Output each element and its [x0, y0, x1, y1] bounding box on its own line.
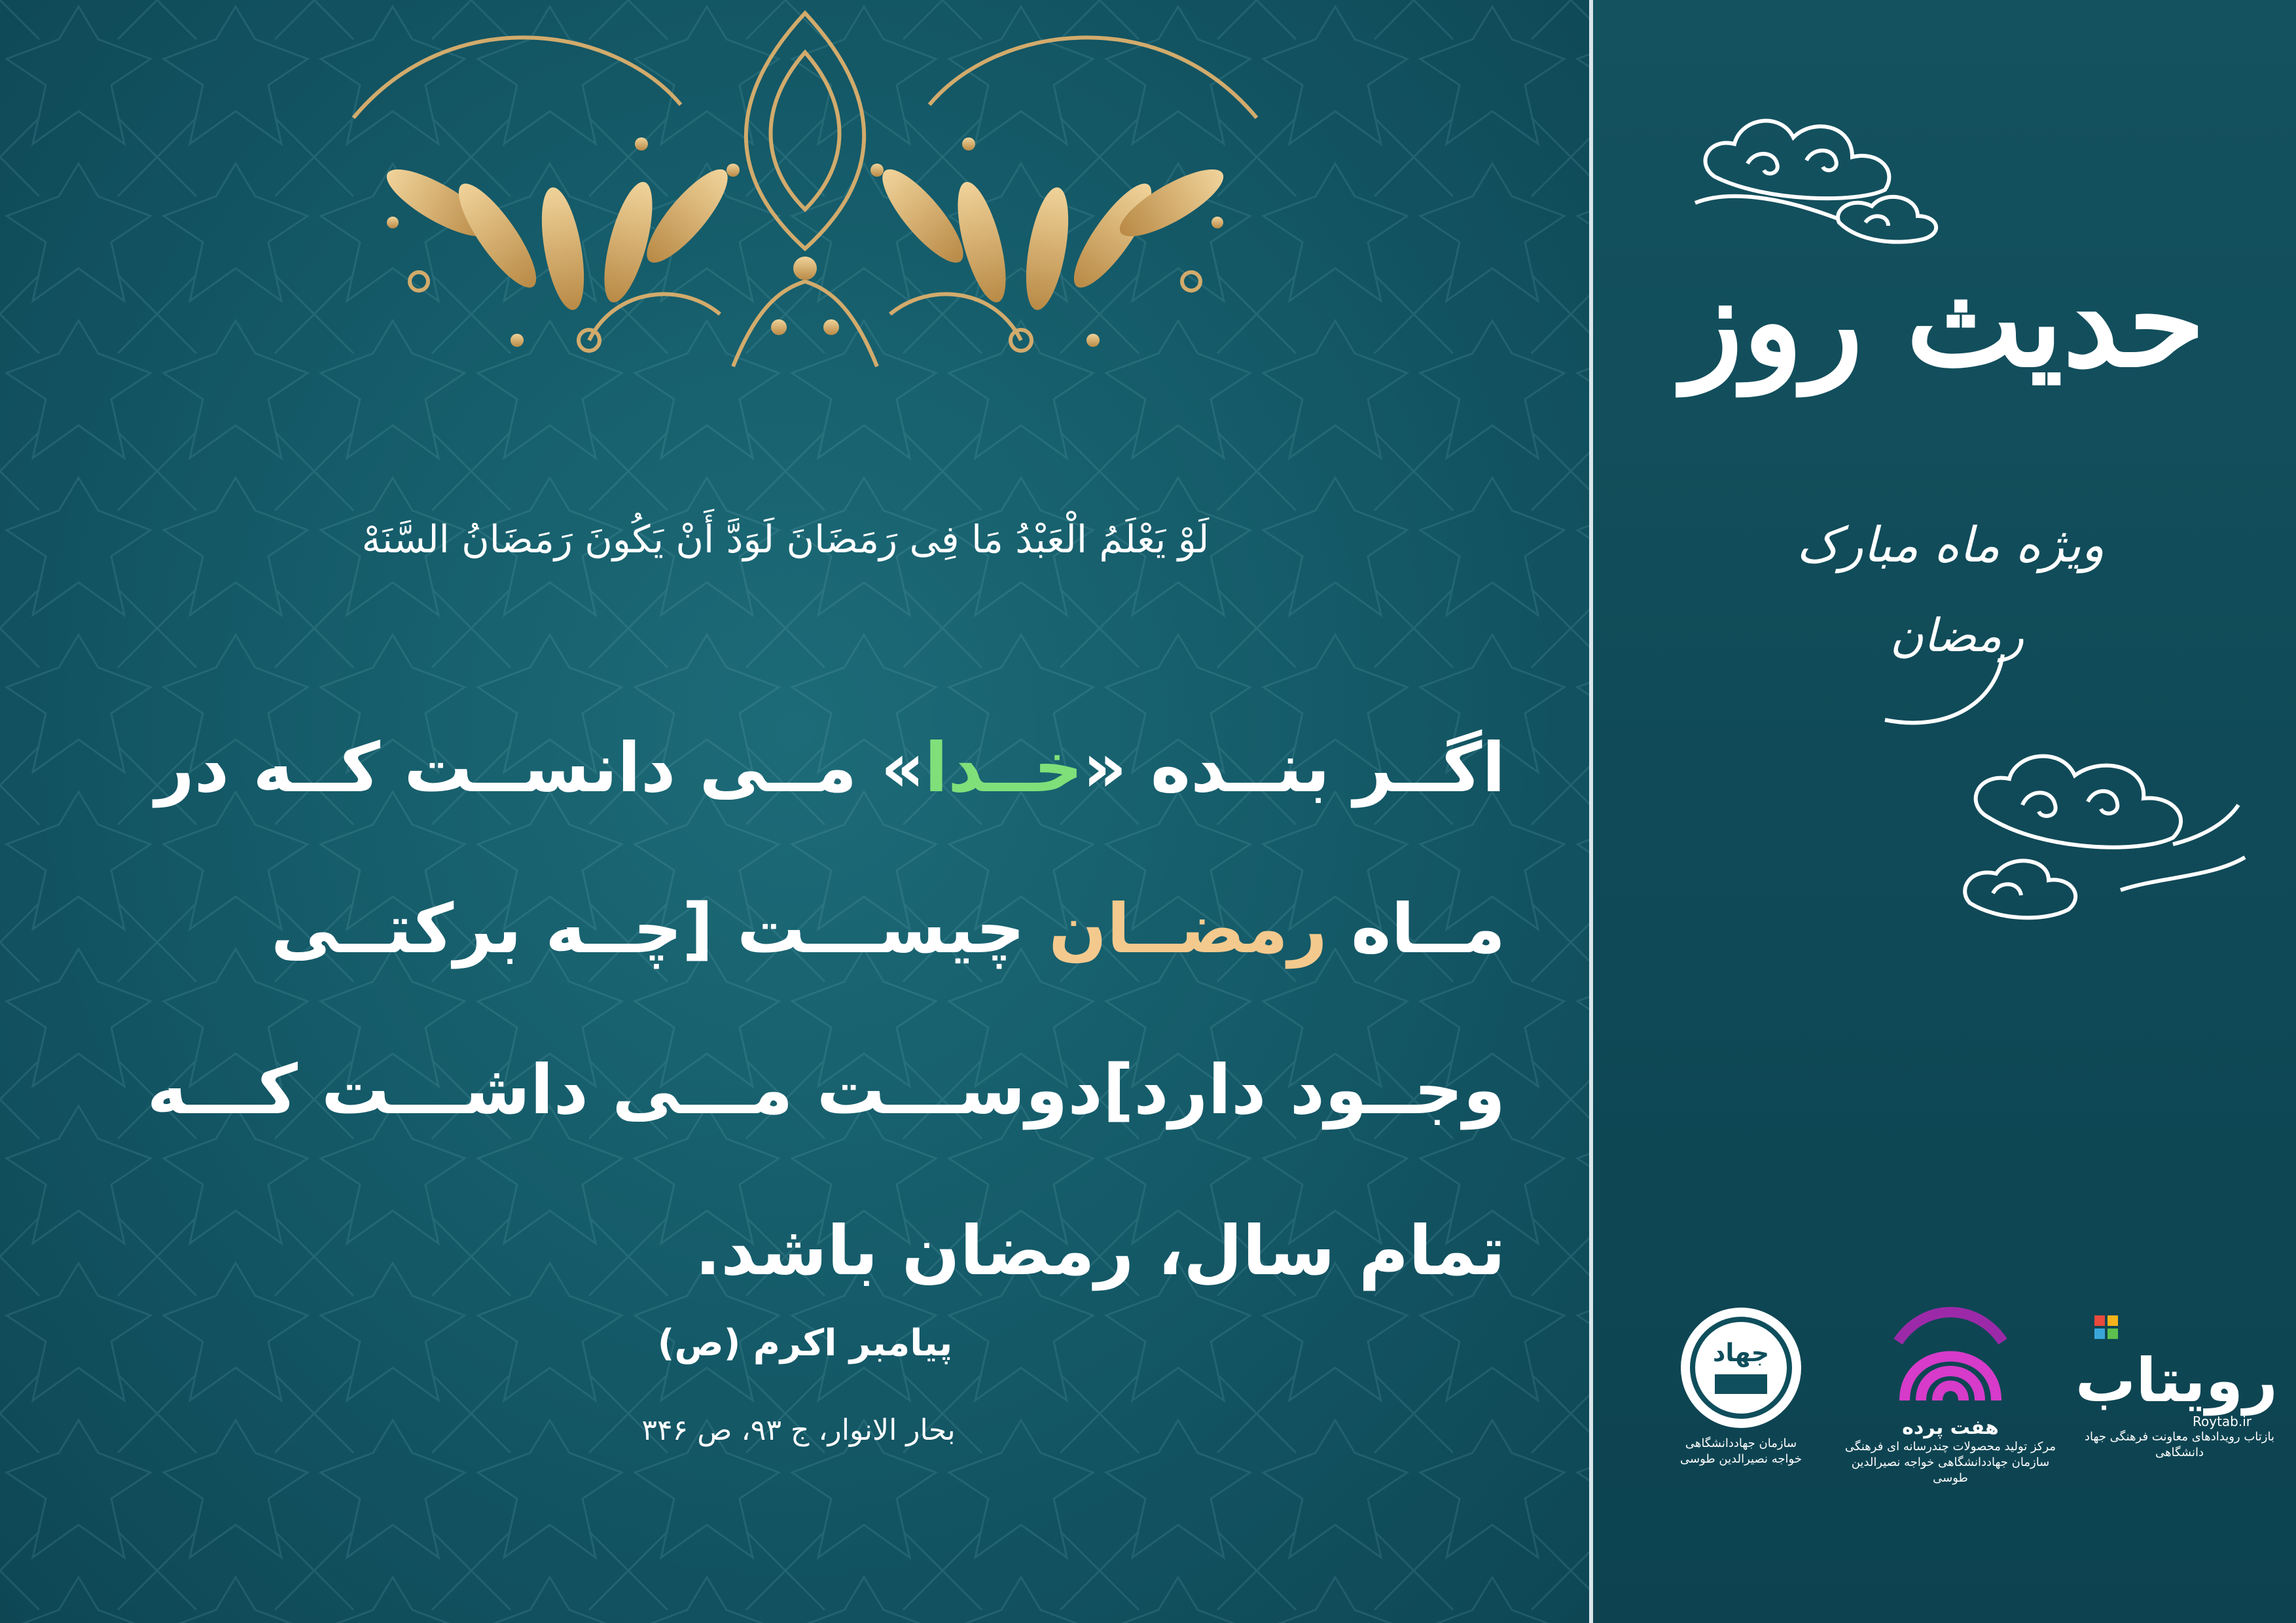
subtitle-special-month: ویژه ماه مبارک: [1796, 517, 2105, 573]
arabic-hadith-text: لَوْ يَعْلَمُ الْعَبْدُ مَا فِى رَمَضَانَ لَوَدَّ أَنْ يَكُونَ رَمَضَانُ السَّنَهْ: [361, 517, 1210, 562]
translation-line-4: تمام سال، رمضان باشد.: [694, 1211, 1505, 1291]
logo-haft-pardeh: هفت پرده مرکز تولید محصولات چندرسانه ای فرهنگی سازمان جهاددانشگاهی خواجه نصیرالدین طوسی: [1833, 1302, 2068, 1486]
golden-mandala-ornament: [223, 0, 1388, 393]
hadith-attribution: پیامبر اکرم (ص): [657, 1322, 953, 1364]
calligraphy-swash: [1872, 641, 2016, 746]
translation-line-1: اگــر بنــده «خــدا» مــی دانســت کــه در: [154, 728, 1505, 808]
jahad-emblem-icon: [1676, 1302, 1806, 1433]
translation-line-3: وجــود دارد]دوســـت مـــی داشـــت کـــه: [147, 1050, 1505, 1130]
cloud-ornament-top: [1689, 98, 1964, 249]
subtitle-ramadan: رمضان: [1890, 609, 2024, 662]
hadith-source: بحار الانوار، ج ۹۳، ص ۳۴۶: [641, 1414, 956, 1447]
highlight-ramadan: رمضــان: [1049, 889, 1327, 969]
highlight-khoda: خــدا: [924, 728, 1083, 808]
translation-line-2: مــاه رمضــان چیســـت [چــه برکتــی: [270, 889, 1505, 969]
title-hadith-of-day: حدیث روز: [1682, 249, 2206, 395]
logo-roytab: رویتاب Roytab.ir بازتاب رویدادهای معاونت فرهنگی جهاد دانشگاهی: [2081, 1302, 2278, 1461]
logo-jahad-daneshgahi: جهاد سازمان جهاددانشگاهی خواجه نصیرالدین طوسی: [1662, 1302, 1820, 1467]
cloud-ornament-bottom: [1950, 746, 2251, 942]
haft-pardeh-icon: [1885, 1302, 2016, 1414]
roytab-color-dots-icon: [2094, 1315, 2105, 1326]
persian-translation: [144, 687, 1505, 1331]
